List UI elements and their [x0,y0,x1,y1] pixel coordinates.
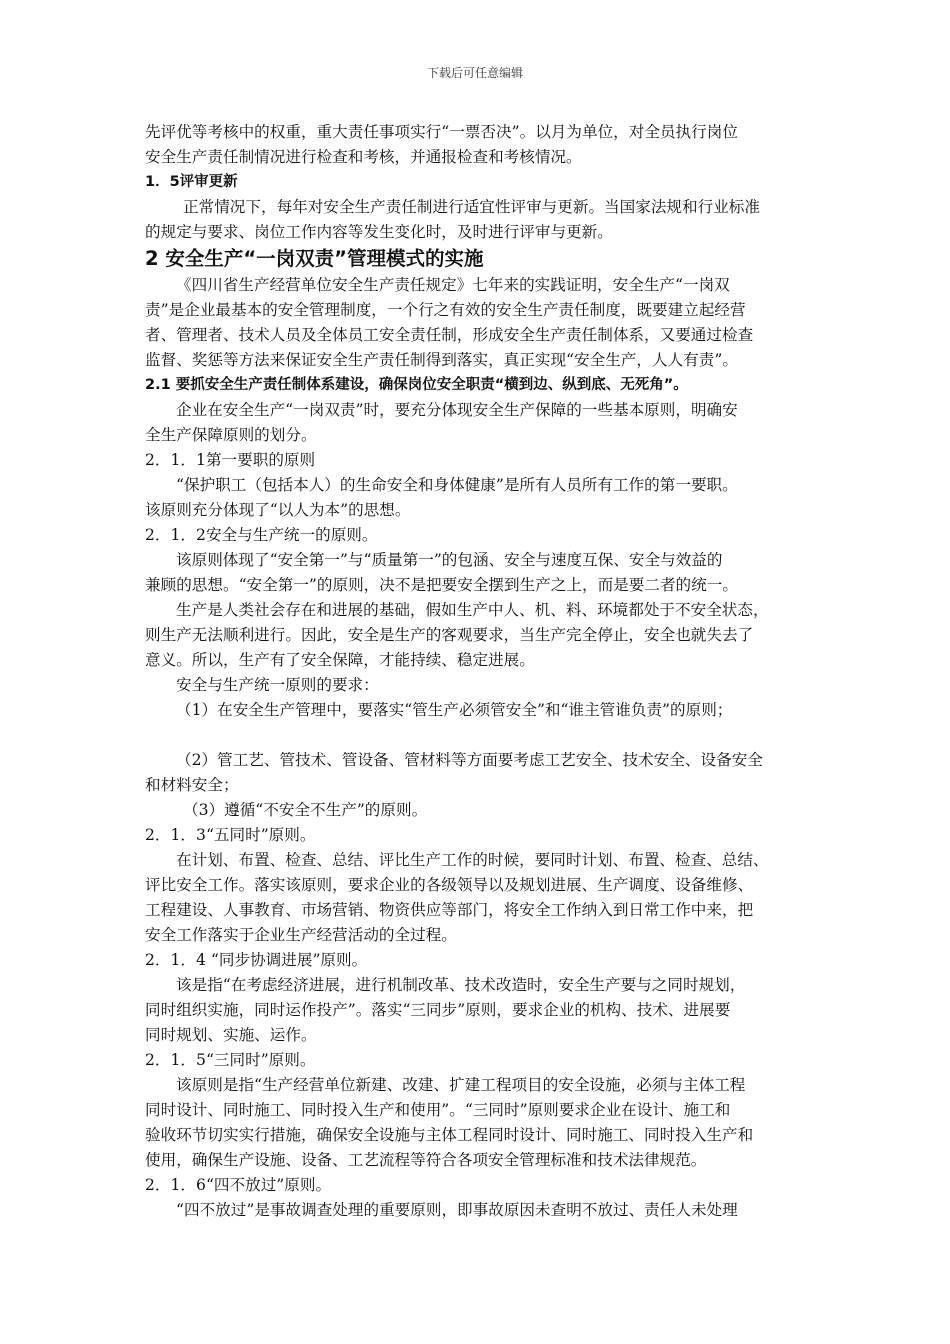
section-heading: 2.1 要抓安全生产责任制体系建设，确保岗位安全职责“横到边、纵到底、无死角”。 [145,377,688,393]
text-line: 该是指“在考虑经济进展，进行机制改革、技术改造时，安全生产要与之同时规划， [176,976,746,994]
section-heading: 1．5评审更新 [145,174,238,190]
text-line: 先评优等考核中的权重，重大责任事项实行“一票否决”。以月为单位，对全员执行岗位 [145,123,738,141]
blank-line [145,723,821,748]
text-line: 安全与生产统一原则的要求： [176,676,379,694]
text-line: （1）在安全生产管理中，要落实“管生产必须管安全”和“谁主管谁负责”的原则； [176,701,733,719]
text-line: 使用，确保生产设施、设备、工艺流程等符合各项安全管理标准和技术法律规范。 [145,1151,707,1169]
section-heading: 2 安全生产“一岗双责”管理模式的实施 [145,247,484,270]
text-line: 则生产无法顺利进行。因此，安全是生产的客观要求，当生产完全停止，安全也就失去了 [145,626,754,644]
text-line: 意义。所以，生产有了安全保障，才能持续、稳定进展。 [145,651,535,669]
text-line: 验收环节切实实行措施，确保安全设施与主体工程同时设计、同时施工、同时投入生产和 [145,1126,754,1144]
text-line: 该原则体现了“安全第一”与“质量第一”的包涵、安全与速度互保、安全与效益的 [176,551,723,569]
text-line: 同时组织实施，同时运作投产”。落实“三同步”原则，要求企业的机构、技术、进展要 [145,1001,731,1019]
text-line: 2．1．2安全与生产统一的原则。 [145,526,378,544]
text-line: 安全工作落实于企业生产经营活动的全过程。 [145,926,457,944]
text-line: 生产是人类社会存在和进展的基础，假如生产中人、机、料、环境都处于不安全状态， [176,601,769,619]
text-line: 《四川省生产经营单位安全生产责任规定》七年来的实践证明，安全生产“一岗双 [176,276,730,294]
text-line: 监督、奖惩等方法来保证安全生产责任制得到落实，真正实现“安全生产，人人有责”。 [145,351,738,369]
text-line: 者、管理者、技术人员及全体员工安全责任制，形成安全生产责任制体系，又要通过检查 [145,326,754,344]
text-line: 的规定与要求、岗位工作内容等发生变化时，及时进行评审与更新。 [145,223,613,241]
text-line: 全生产保障原则的划分。 [145,426,317,444]
text-line: 在计划、布置、检查、总结、评比生产工作的时候，要同时计划、布置、检查、总结、 [176,851,769,869]
text-line: 2．1．4 “同步协调进展”原则。 [145,951,368,969]
text-line: 2．1．5“三同时”原则。 [145,1051,316,1069]
text-line: 评比安全工作。落实该原则，要求企业的各级领导以及规划进展、生产调度、设备维修、 [145,876,754,894]
document-body [145,120,821,1223]
text-line: 2．1．3“五同时”原则。 [145,826,316,844]
text-line: 正常情况下，每年对安全生产责任制进行适宜性评审与更新。当国家法规和行业标准 [183,198,760,216]
text-line: 工程建设、人事教育、市场营销、物资供应等部门，将安全工作纳入到日常工作中来，把 [145,901,754,919]
text-line: 同时设计、同时施工、同时投入生产和使用”。“三同时”原则要求企业在设计、施工和 [145,1101,731,1119]
text-line: “四不放过”是事故调查处理的重要原则，即事故原因未查明不放过、责任人未处理 [176,1201,738,1219]
text-line: 责”是企业最基本的安全管理制度，一个行之有效的安全生产责任制度，既要建立起经营 [145,301,746,319]
text-line: （3）遵循“不安全不生产”的原则。 [183,801,428,819]
text-line: 该原则是指“生产经营单位新建、改建、扩建工程项目的安全设施，必须与主体工程 [176,1076,746,1094]
text-line: （2）管工艺、管技术、管设备、管材料等方面要考虑工艺安全、技术安全、设备安全 [176,751,763,769]
text-line: “保护职工（包括本人）的生命安全和身体健康”是所有人员所有工作的第一要职。 [176,476,738,494]
text-line: 企业在安全生产“一岗双责”时，要充分体现安全生产保障的一些基本原则，明确安 [176,401,738,419]
text-line: 安全生产责任制情况进行检查和考核，并通报检查和考核情况。 [145,148,582,166]
text-line: 该原则充分体现了“以人为本”的思想。 [145,501,411,519]
text-line: 同时规划、实施、运作。 [145,1026,317,1044]
text-line: 和材料安全； [145,776,239,794]
text-line: 兼顾的思想。“安全第一”的原则，决不是把要安全摆到生产之上，而是要二者的统一。 [145,576,738,594]
page-header: 下载后可任意编辑 [426,66,523,80]
text-line: 2．1．6“四不放过”原则。 [145,1176,332,1194]
text-line: 2．1．1第一要职的原则 [145,451,316,469]
